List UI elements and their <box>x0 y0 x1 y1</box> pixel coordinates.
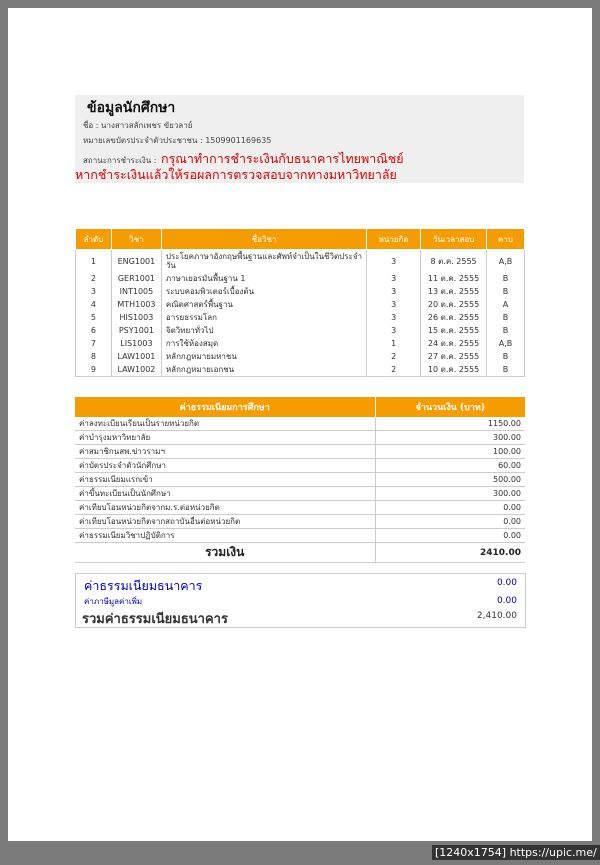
course-code: LIS1003 <box>111 337 161 350</box>
fee-total-row <box>75 543 525 563</box>
fee-amount: 60.00 <box>375 459 525 473</box>
course-exam: 10 ต.ค. 2555 <box>421 363 487 377</box>
fee-label: ค่าสมาชิกนสพ.ข่าวรามฯ <box>75 445 375 459</box>
table-row <box>76 250 525 273</box>
course-code: HIS1003 <box>111 311 161 324</box>
course-code: MTH1003 <box>111 298 161 311</box>
course-exam: 20 ต.ค. 2555 <box>421 298 487 311</box>
course-credits: 3 <box>367 324 421 337</box>
course-credits: 1 <box>367 337 421 350</box>
course-no: 2 <box>76 272 112 285</box>
table-row <box>76 363 525 377</box>
table-row <box>76 337 525 350</box>
fee-amount: 0.00 <box>375 529 525 543</box>
course-code: LAW1002 <box>111 363 161 377</box>
course-name: คณิตศาสตร์พื้นฐาน <box>161 298 366 311</box>
course-period: B <box>487 324 525 337</box>
course-exam: 13 ต.ค. 2555 <box>421 285 487 298</box>
table-row <box>75 445 525 459</box>
fee-amount: 0.00 <box>375 515 525 529</box>
fee-label: ค่าบัตรประจำตัวนักศึกษา <box>75 459 375 473</box>
header-name: ชื่อวิชา <box>161 229 366 250</box>
table-row <box>76 272 525 285</box>
course-exam: 24 ต.ค. 2555 <box>421 337 487 350</box>
course-name: หลักกฎหมายเอกชน <box>161 363 366 377</box>
course-no: 3 <box>76 285 112 298</box>
vat-label: ค่าภาษีมูลค่าเพิ่ม <box>84 597 143 606</box>
bank-fee-label: ค่าธรรมเนียมธนาคาร <box>84 578 203 593</box>
course-code: PSY1001 <box>111 324 161 337</box>
table-row <box>75 459 525 473</box>
vat-amount: 0.00 <box>496 596 517 606</box>
fee-label: ค่าธรรมเนียมแรกเข้า <box>75 473 375 487</box>
fee-label: ค่าลงทะเบียนเรียนเป็นรายหน่วยกิต <box>75 417 375 431</box>
course-credits: 2 <box>367 350 421 363</box>
header-fee-item: ค่าธรรมเนียมการศึกษา <box>75 397 375 417</box>
bank-total-amount: 2,410.00 <box>476 611 517 621</box>
student-info-panel <box>75 95 524 183</box>
fee-amount: 1150.00 <box>375 417 525 431</box>
fee-table <box>75 397 525 563</box>
fee-amount: 500.00 <box>375 473 525 487</box>
table-row <box>76 350 525 363</box>
course-name: ระบบคอมพิวเตอร์เบื้องต้น <box>161 285 366 298</box>
table-row <box>75 515 525 529</box>
table-row <box>75 417 525 431</box>
header-no: ลำดับ <box>76 229 112 250</box>
course-period: B <box>487 272 525 285</box>
course-period: A,B <box>487 337 525 350</box>
course-name: อารยธรรมโลก <box>161 311 366 324</box>
fee-label: ค่าเทียบโอนหน่วยกิตจากม.ร.ต่อหน่วยกิต <box>75 501 375 515</box>
course-code: LAW1001 <box>111 350 161 363</box>
course-no: 5 <box>76 311 112 324</box>
bank-fee-amount: 0.00 <box>496 578 517 588</box>
bank-total-label: รวมค่าธรรมเนียมธนาคาร <box>82 612 228 627</box>
image-size-caption: [1240x1754] https://upic.me/ <box>432 845 600 860</box>
course-no: 1 <box>76 250 112 273</box>
payment-status-message-2: หากชำระเงินแล้วให้รอผลการตรวจสอบจากทางมหาวิทยาลัย <box>75 167 397 182</box>
table-row <box>76 285 525 298</box>
fee-total-label: รวมเงิน <box>75 543 375 563</box>
payment-status-label: สถานะการชำระเงิน : <box>83 156 157 165</box>
fee-label: ค่าขึ้นทะเบียนเป็นนักศึกษา <box>75 487 375 501</box>
course-table-header <box>76 229 525 250</box>
course-name: ประโยคภาษาอังกฤษพื้นฐานและศัพท์จำเป็นในชีวิตประจำวัน <box>161 250 366 273</box>
course-no: 6 <box>76 324 112 337</box>
payment-status-message-1: กรุณาทำการชำระเงินกับธนาคารไทยพาณิชย์ <box>161 151 404 166</box>
student-info-title: ข้อมูลนักศึกษา <box>87 100 176 116</box>
table-row <box>75 501 525 515</box>
course-no: 4 <box>76 298 112 311</box>
header-exam: วันเวลาสอบ <box>421 229 487 250</box>
fee-label: ค่าธรรมเนียมวิชาปฏิบัติการ <box>75 529 375 543</box>
table-row <box>76 324 525 337</box>
table-row <box>75 487 525 501</box>
course-no: 8 <box>76 350 112 363</box>
fee-label: ค่าเทียบโอนหน่วยกิตจากสถาบันอื่นต่อหน่วยกิต <box>75 515 375 529</box>
course-credits: 3 <box>367 250 421 273</box>
course-name: จิตวิทยาทั่วไป <box>161 324 366 337</box>
header-credits: หน่วยกิต <box>367 229 421 250</box>
course-code: ENG1001 <box>111 250 161 273</box>
course-credits: 3 <box>367 272 421 285</box>
course-credits: 3 <box>367 311 421 324</box>
fee-total-amount: 2410.00 <box>375 543 525 563</box>
table-row <box>75 529 525 543</box>
student-name: ชื่อ : นางสาวสลักเพชร ขัยวลาย์ <box>83 121 193 130</box>
table-row <box>75 473 525 487</box>
course-code: GER1001 <box>111 272 161 285</box>
fee-amount: 100.00 <box>375 445 525 459</box>
header-code: วิชา <box>111 229 161 250</box>
table-row <box>76 298 525 311</box>
fee-table-header <box>75 397 525 417</box>
course-name: ภาษาเยอรมันพื้นฐาน 1 <box>161 272 366 285</box>
header-period: คาบ <box>487 229 525 250</box>
table-row <box>75 431 525 445</box>
table-row <box>76 311 525 324</box>
course-period: A,B <box>487 250 525 273</box>
course-no: 9 <box>76 363 112 377</box>
course-name: หลักกฎหมายมหาชน <box>161 350 366 363</box>
fee-amount: 300.00 <box>375 487 525 501</box>
bank-fee-panel <box>75 573 526 628</box>
course-exam: 11 ต.ค. 2555 <box>421 272 487 285</box>
course-period: A <box>487 298 525 311</box>
course-table <box>75 228 525 377</box>
fee-label: ค่าบำรุงมหาวิทยาลัย <box>75 431 375 445</box>
course-exam: 8 ต.ค. 2555 <box>421 250 487 273</box>
course-exam: 27 ต.ค. 2555 <box>421 350 487 363</box>
course-name: การใช้ห้องสมุด <box>161 337 366 350</box>
course-credits: 2 <box>367 363 421 377</box>
course-code: INT1005 <box>111 285 161 298</box>
course-period: B <box>487 311 525 324</box>
course-exam: 15 ต.ค. 2555 <box>421 324 487 337</box>
fee-amount: 300.00 <box>375 431 525 445</box>
course-period: B <box>487 350 525 363</box>
fee-amount: 0.00 <box>375 501 525 515</box>
course-exam: 26 ต.ค. 2555 <box>421 311 487 324</box>
student-id: หมายเลขบัตรประจำตัวประชาชน : 1509901169635 <box>83 136 272 145</box>
course-credits: 3 <box>367 298 421 311</box>
course-period: B <box>487 363 525 377</box>
header-fee-amount: จำนวนเงิน (บาท) <box>375 397 525 417</box>
course-period: B <box>487 285 525 298</box>
course-credits: 3 <box>367 285 421 298</box>
course-no: 7 <box>76 337 112 350</box>
